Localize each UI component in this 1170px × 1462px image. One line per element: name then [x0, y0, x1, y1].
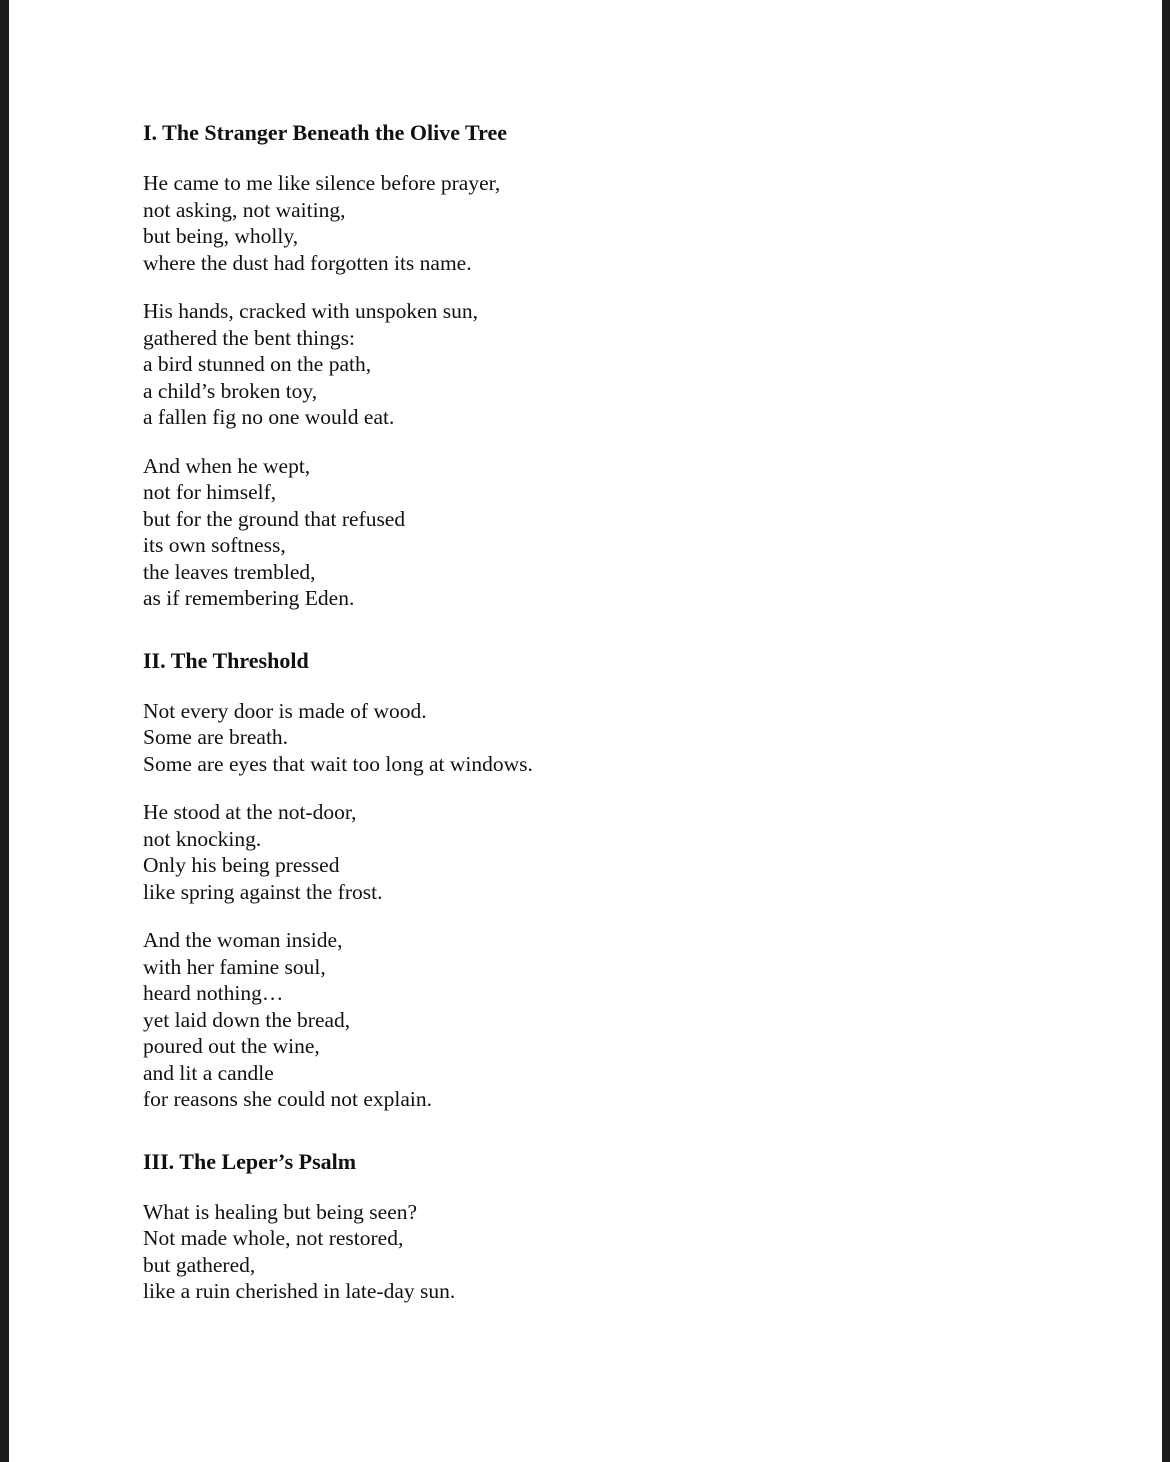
- poem-line: with her famine soul,: [143, 954, 326, 979]
- poem-line: Not made whole, not restored,: [143, 1226, 404, 1250]
- poem-line: Not every door is made of wood.: [143, 698, 427, 723]
- poem-line: gathered the bent things:: [143, 325, 355, 350]
- poem-line: but gathered,: [143, 1252, 256, 1277]
- poem-line: yet laid down the bread,: [143, 1007, 351, 1032]
- poem-line: And when he wept,: [143, 453, 311, 478]
- section-title: I. The Stranger Beneath the Olive Tree: [143, 120, 507, 145]
- section-3: [143, 1147, 1043, 1305]
- poem-line: What is healing but being seen?: [143, 1199, 418, 1224]
- poem-line: like a ruin cherished in late-day sun.: [143, 1279, 456, 1303]
- poem-line: not for himself,: [143, 480, 277, 504]
- stanza: [143, 927, 1043, 1113]
- poem-line: not asking, not waiting,: [143, 197, 346, 222]
- poem-line: for reasons she could not explain.: [143, 1087, 432, 1111]
- section-title: II. The Threshold: [143, 647, 309, 673]
- poem-line: a fallen fig no one would eat.: [143, 405, 395, 429]
- poem-line: but for the ground that refused: [143, 506, 406, 531]
- poem-line: not knocking.: [143, 826, 262, 851]
- poem-line: He came to me like silence before prayer,: [143, 171, 501, 195]
- poem-line: the leaves trembled,: [143, 559, 316, 584]
- poem-line: And the woman inside,: [143, 928, 343, 952]
- poem-line: Only his being pressed: [143, 853, 340, 877]
- section-2: [143, 646, 1043, 1113]
- stanza: [143, 698, 1043, 778]
- document-page[interactable]: [9, 0, 1162, 1462]
- stanza: [143, 453, 1043, 612]
- stanza: [143, 170, 1043, 276]
- poem-line: and lit a candle: [143, 1060, 274, 1085]
- poem-line: Some are eyes that wait too long at windows.: [143, 751, 533, 776]
- poem-content: [143, 118, 1043, 1305]
- stanza: [143, 298, 1043, 431]
- poem-line: His hands, cracked with unspoken sun,: [143, 299, 478, 323]
- stanza: [143, 799, 1043, 905]
- poem-line: a child’s broken toy,: [143, 378, 318, 403]
- poem-line: where the dust had forgotten its name.: [143, 250, 472, 275]
- poem-line: as if remembering Eden.: [143, 586, 355, 610]
- poem-line: like spring against the frost.: [143, 879, 383, 904]
- poem-line: poured out the wine,: [143, 1034, 320, 1058]
- poem-line: a bird stunned on the path,: [143, 352, 372, 376]
- poem-line: its own softness,: [143, 533, 286, 557]
- poem-line: Some are breath.: [143, 725, 289, 749]
- poem-line: He stood at the not-door,: [143, 800, 357, 824]
- poem-line: heard nothing…: [143, 981, 284, 1005]
- section-1: [143, 118, 1043, 612]
- poem-line: but being, wholly,: [143, 224, 299, 248]
- stanza: [143, 1199, 1043, 1305]
- section-title: III. The Leper’s Psalm: [143, 1148, 357, 1174]
